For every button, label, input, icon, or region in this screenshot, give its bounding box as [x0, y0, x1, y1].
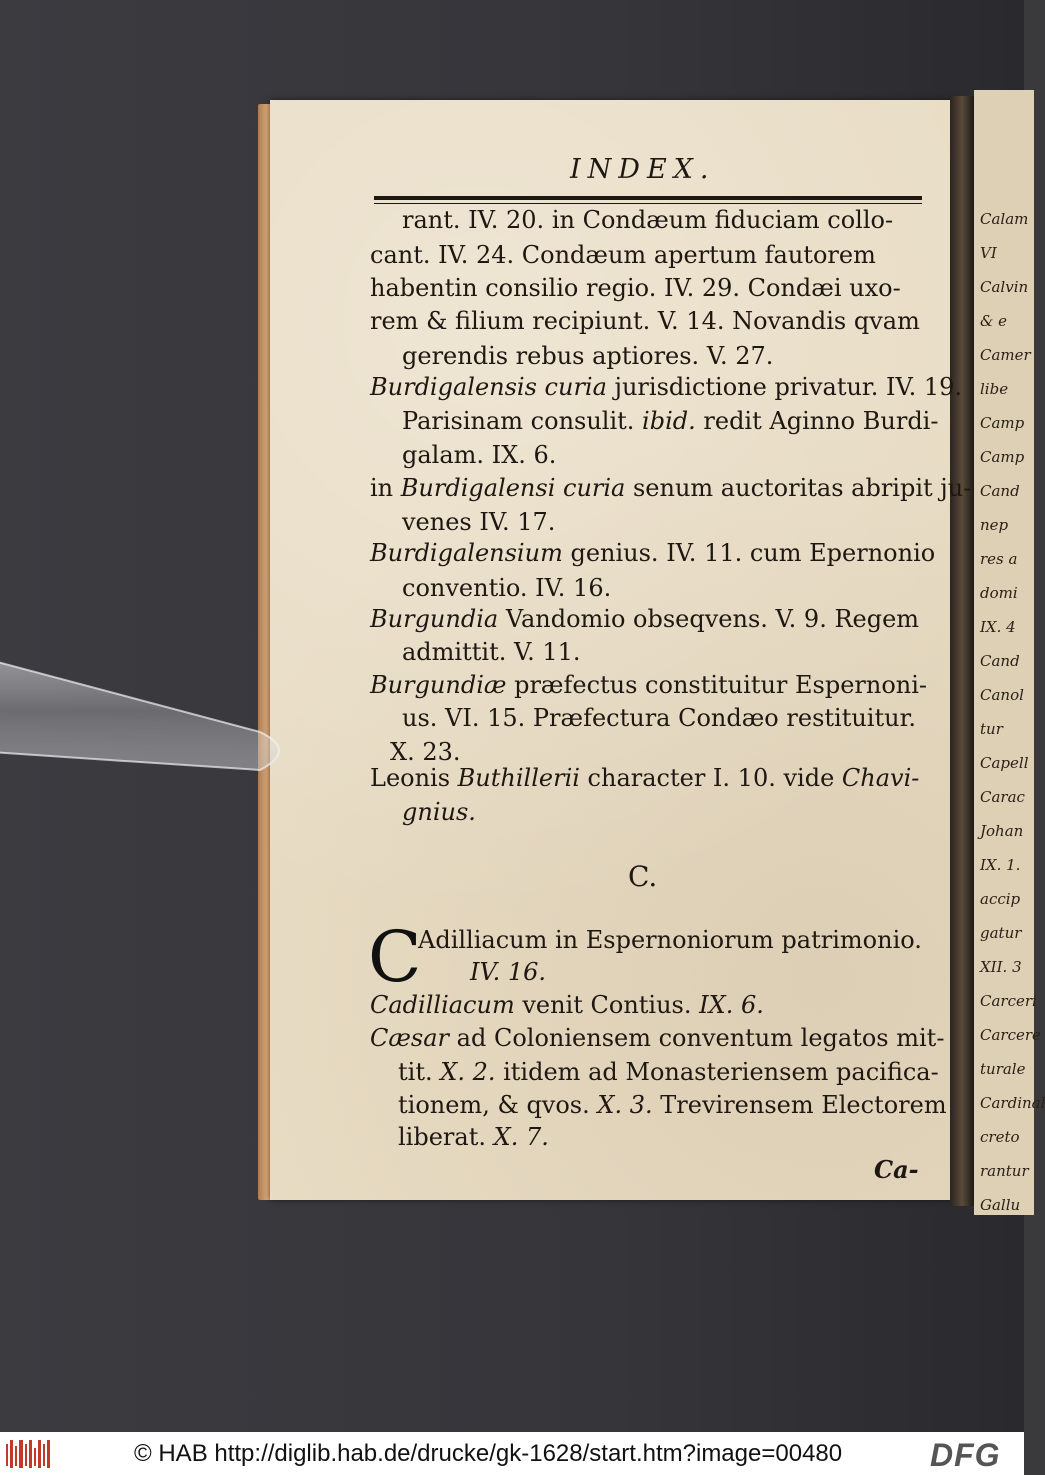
- text-run: rant. IV. 20. in Condæum fiduciam collo-: [402, 206, 894, 234]
- italic-run: Burdigalensi curia: [400, 474, 626, 502]
- italic-run: Burgundiæ: [370, 671, 507, 699]
- index-line: [370, 273, 901, 303]
- text-run: jurisdictione privatur. IV. 19.: [606, 373, 963, 401]
- barcode-icon: [6, 1440, 50, 1468]
- index-line: [370, 240, 876, 270]
- facing-page-text: Carceri: [980, 992, 1037, 1010]
- italic-run: Buthillerii: [457, 764, 580, 792]
- text-run: itidem ad Monasteriensem pacifica-: [495, 1058, 939, 1086]
- text-run: senum auctoritas abripit ju-: [625, 474, 972, 502]
- facing-page-text: creto: [980, 1128, 1020, 1146]
- text-run: Leonis: [370, 764, 458, 792]
- index-line: [402, 440, 556, 470]
- facing-page-text: Canol: [980, 686, 1024, 704]
- text-run: venes IV. 17.: [402, 508, 556, 536]
- facing-page-text: turale: [980, 1060, 1026, 1078]
- italic-run: IV. 16.: [470, 958, 547, 986]
- text-run: præfectus constituitur Espernoni-: [506, 671, 928, 699]
- facing-page-text: IX. 4: [980, 618, 1016, 636]
- text-run: rem & filium recipiunt. V. 14. Novandis qvam: [370, 307, 920, 335]
- facing-page-text: Calvin: [980, 278, 1029, 296]
- facing-page-text: Cand: [980, 652, 1020, 670]
- text-run: us. VI. 15. Præfectura Condæo restituitur.: [402, 704, 917, 732]
- index-line: [418, 925, 922, 955]
- text-run: venit Contius.: [514, 991, 700, 1019]
- index-line: [470, 957, 546, 987]
- text-run: admittit. V. 11.: [402, 638, 581, 666]
- index-line: [370, 604, 919, 634]
- index-line: [402, 406, 938, 436]
- facing-page-text: Cand: [980, 482, 1020, 500]
- italic-run: Burdigalensium: [370, 539, 563, 567]
- text-run: gerendis rebus aptiores. V. 27.: [402, 342, 774, 370]
- index-line: [370, 670, 927, 700]
- index-line: [370, 763, 919, 793]
- text-run: conventio. IV. 16.: [402, 574, 612, 602]
- facing-page-text: Calam: [980, 210, 1029, 228]
- book-spine: [950, 96, 974, 1206]
- dfg-logo: DFG: [930, 1437, 1001, 1473]
- facing-page-fragment: [974, 90, 1045, 1215]
- italic-run: IX. 6.: [699, 991, 764, 1019]
- facing-page-text: accip: [980, 890, 1021, 908]
- index-line: [370, 990, 764, 1020]
- italic-run: gnius.: [402, 798, 476, 826]
- text-run: genius. IV. 11. cum Epernonio: [562, 539, 936, 567]
- facing-page-text: nep: [980, 516, 1009, 534]
- facing-page-text: rantur: [980, 1162, 1029, 1180]
- catchword: Ca-: [874, 1155, 919, 1184]
- facing-page-text: Camp: [980, 448, 1025, 466]
- italic-run: Chavi-: [841, 764, 920, 792]
- index-line: [370, 538, 935, 568]
- text-run: tit.: [398, 1058, 441, 1086]
- header-rule: [374, 196, 922, 200]
- text-run: in: [370, 474, 401, 502]
- text-run: character I. 10. vide: [579, 764, 842, 792]
- text-run: Parisinam consulit.: [402, 407, 643, 435]
- text-run: X. 23.: [390, 738, 461, 766]
- text-run: redit Aginno Burdi-: [695, 407, 939, 435]
- text-run: liberat.: [398, 1123, 494, 1151]
- index-line: [370, 1023, 944, 1053]
- facing-page-text: Gallu: [980, 1196, 1021, 1214]
- facing-page-text: tur: [980, 720, 1003, 738]
- page-holder-tool: [0, 650, 320, 770]
- section-letter: C.: [628, 860, 658, 893]
- facing-page-text: & e: [980, 312, 1007, 330]
- text-run: habentin consilio regio. IV. 29. Condæi uxo-: [370, 274, 901, 302]
- index-line: [370, 473, 971, 503]
- facing-page-text: Johan: [980, 822, 1024, 840]
- header-rule-thin: [374, 203, 922, 204]
- text-run: cant. IV. 24. Condæum apertum fautorem: [370, 241, 876, 269]
- drop-cap: C: [368, 916, 422, 998]
- index-line: [398, 1057, 939, 1087]
- text-run: Trevirensem Electorem: [652, 1091, 947, 1119]
- italic-run: Cæsar: [370, 1024, 450, 1052]
- italic-run: Burdigalensis curia: [370, 373, 607, 401]
- index-line: [402, 797, 476, 827]
- index-line: [398, 1122, 549, 1152]
- italic-run: ibid.: [642, 407, 696, 435]
- index-line: [402, 573, 611, 603]
- text-run: Vandomio obseqvens. V. 9. Regem: [498, 605, 920, 633]
- italic-run: X. 7.: [493, 1123, 549, 1151]
- facing-page-text: VI: [980, 244, 997, 262]
- text-run: tionem, & qvos.: [398, 1091, 598, 1119]
- facing-page-text: libe: [980, 380, 1009, 398]
- index-line: [402, 205, 893, 235]
- index-line: [370, 306, 920, 336]
- running-head: INDEX.: [570, 154, 716, 185]
- italic-run: X. 2.: [440, 1058, 496, 1086]
- italic-run: X. 3.: [597, 1091, 653, 1119]
- facing-page-text: Cardinal: [980, 1094, 1045, 1112]
- index-line: [402, 507, 555, 537]
- facing-page-text: gatur: [980, 924, 1022, 942]
- facing-page-text: IX. 1.: [980, 856, 1021, 874]
- index-line: [402, 703, 916, 733]
- italic-run: Burgundia: [370, 605, 499, 633]
- facing-page-text: XII. 3: [980, 958, 1022, 976]
- facing-page-text: Camer: [980, 346, 1031, 364]
- footer-copyright: © HAB http://diglib.hab.de/drucke/gk-1628/start.htm?image=00480: [134, 1440, 843, 1467]
- text-run: galam. IX. 6.: [402, 441, 557, 469]
- facing-page-text: res a: [980, 550, 1018, 568]
- facing-page-text: Camp: [980, 414, 1025, 432]
- index-line: [402, 341, 773, 371]
- facing-page-text: Capell: [980, 754, 1029, 772]
- facing-page-text: domi: [980, 584, 1018, 602]
- facing-page-text: Carac: [980, 788, 1025, 806]
- index-line: [398, 1090, 947, 1120]
- index-line: [370, 372, 962, 402]
- text-run: ad Coloniensem conventum legatos mit-: [449, 1024, 945, 1052]
- text-run: Adilliacum in Espernoniorum patrimonio.: [418, 926, 922, 954]
- index-line: [402, 637, 581, 667]
- italic-run: Cadilliacum: [370, 991, 515, 1019]
- facing-page-text: Carcere: [980, 1026, 1041, 1044]
